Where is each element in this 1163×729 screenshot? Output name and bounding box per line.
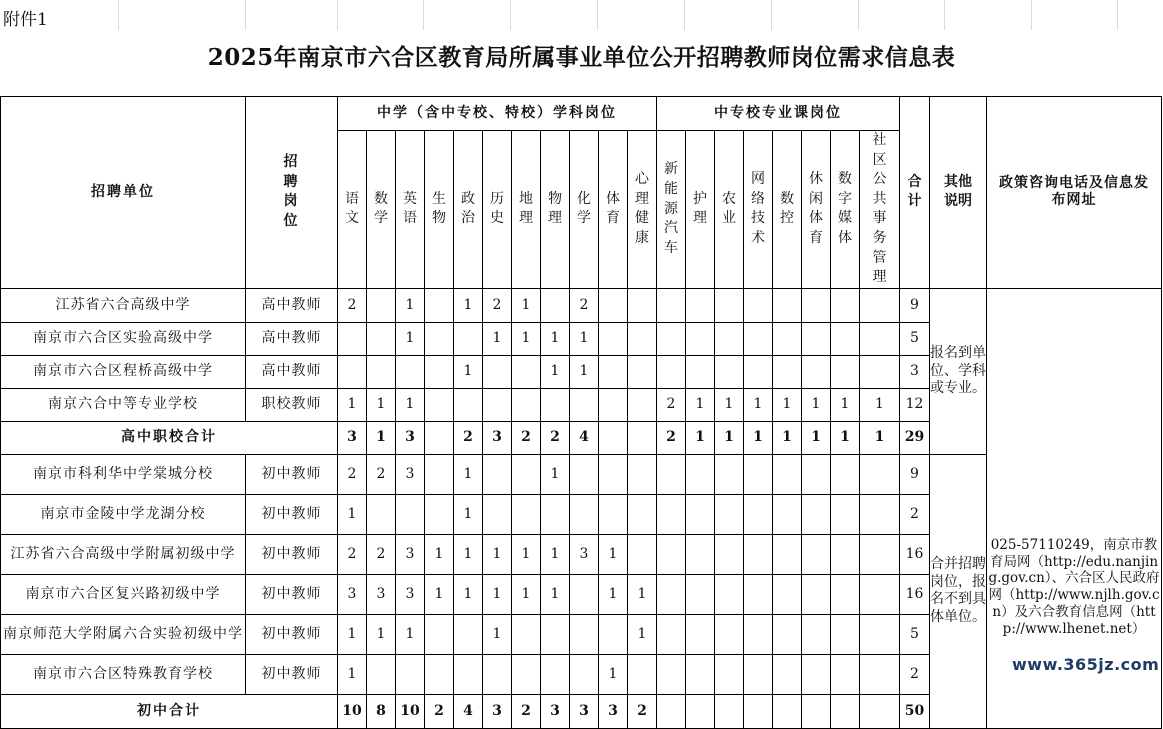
count-cell (744, 694, 773, 728)
count-cell (512, 454, 541, 494)
count-cell: 3 (483, 694, 512, 728)
count-cell: 10 (396, 694, 425, 728)
count-cell (744, 614, 773, 654)
count-cell (773, 694, 802, 728)
count-cell: 1 (367, 614, 396, 654)
count-cell: 3 (541, 694, 570, 728)
count-cell (860, 614, 900, 654)
count-cell (831, 322, 860, 355)
count-cell: 2 (367, 454, 396, 494)
count-cell: 1 (802, 421, 831, 454)
count-cell (657, 534, 686, 574)
count-cell (802, 494, 831, 534)
count-cell (628, 322, 657, 355)
count-cell (570, 494, 599, 534)
recruitment-table (0, 96, 1162, 729)
subject-header: 物理 (541, 131, 570, 289)
count-cell (773, 534, 802, 574)
count-cell (773, 494, 802, 534)
table-row (1, 288, 1162, 322)
count-cell: 1 (686, 421, 715, 454)
subject-header: 英语 (396, 131, 425, 289)
count-cell: 2 (454, 421, 483, 454)
count-cell (628, 534, 657, 574)
header-notes: 其他说明 (930, 97, 987, 289)
row-total: 29 (900, 421, 930, 454)
count-cell: 2 (657, 421, 686, 454)
count-cell: 3 (396, 574, 425, 614)
count-cell (802, 654, 831, 694)
count-cell: 2 (367, 534, 396, 574)
count-cell (628, 454, 657, 494)
count-cell (367, 322, 396, 355)
count-cell (396, 494, 425, 534)
count-cell (512, 654, 541, 694)
unit-name: 南京师范大学附属六合实验初级中学 (1, 614, 246, 654)
count-cell (657, 654, 686, 694)
count-cell (773, 355, 802, 388)
count-cell: 1 (396, 614, 425, 654)
count-cell: 1 (338, 388, 367, 421)
count-cell (744, 534, 773, 574)
count-cell: 1 (686, 388, 715, 421)
count-cell: 1 (367, 388, 396, 421)
count-cell (773, 454, 802, 494)
count-cell (483, 355, 512, 388)
count-cell (454, 322, 483, 355)
count-cell (686, 614, 715, 654)
position-name: 职校教师 (246, 388, 338, 421)
count-cell (541, 494, 570, 534)
count-cell: 1 (541, 322, 570, 355)
count-cell (802, 322, 831, 355)
count-cell (338, 355, 367, 388)
unit-name: 南京市六合区程桥高级中学 (1, 355, 246, 388)
count-cell: 1 (512, 534, 541, 574)
count-cell: 1 (454, 454, 483, 494)
count-cell: 3 (570, 534, 599, 574)
row-total: 2 (900, 654, 930, 694)
count-cell: 1 (628, 614, 657, 654)
count-cell (512, 614, 541, 654)
count-cell (773, 574, 802, 614)
count-cell (715, 694, 744, 728)
subject-header: 化学 (570, 131, 599, 289)
count-cell (744, 494, 773, 534)
count-cell: 3 (599, 694, 628, 728)
count-cell (628, 654, 657, 694)
count-cell (715, 494, 744, 534)
count-cell: 1 (831, 388, 860, 421)
count-cell (773, 654, 802, 694)
count-cell (425, 654, 454, 694)
count-cell (773, 322, 802, 355)
count-cell (425, 288, 454, 322)
position-name: 初中教师 (246, 614, 338, 654)
count-cell: 2 (512, 421, 541, 454)
unit-name: 南京市科利华中学棠城分校 (1, 454, 246, 494)
count-cell (860, 454, 900, 494)
count-cell (657, 355, 686, 388)
count-cell (657, 454, 686, 494)
note-high-school: 报名到单位、学科或专业。 (930, 288, 987, 454)
count-cell: 1 (367, 421, 396, 454)
count-cell (831, 534, 860, 574)
count-cell: 3 (338, 421, 367, 454)
subject-header: 新能源汽车 (657, 131, 686, 289)
subtotal-label: 初中合计 (1, 694, 338, 728)
count-cell: 2 (483, 288, 512, 322)
count-cell: 2 (541, 421, 570, 454)
count-cell (686, 454, 715, 494)
count-cell (628, 388, 657, 421)
count-cell (657, 322, 686, 355)
count-cell (715, 654, 744, 694)
count-cell (628, 494, 657, 534)
header-position: 招聘岗位 (246, 97, 338, 289)
count-cell: 1 (570, 355, 599, 388)
count-cell (686, 355, 715, 388)
count-cell: 1 (396, 388, 425, 421)
row-total: 16 (900, 574, 930, 614)
count-cell (831, 574, 860, 614)
count-cell (628, 288, 657, 322)
row-total: 5 (900, 322, 930, 355)
header-row-groups (1, 97, 1162, 131)
count-cell (860, 694, 900, 728)
count-cell (454, 614, 483, 654)
subject-header: 体育 (599, 131, 628, 289)
count-cell: 3 (483, 421, 512, 454)
count-cell: 1 (483, 574, 512, 614)
count-cell (831, 288, 860, 322)
count-cell (599, 355, 628, 388)
count-cell (483, 388, 512, 421)
page-title: 2025年南京市六合区教育局所属事业单位公开招聘教师岗位需求信息表 (207, 44, 956, 71)
count-cell: 1 (773, 388, 802, 421)
count-cell: 1 (338, 614, 367, 654)
count-cell (686, 288, 715, 322)
count-cell: 3 (396, 454, 425, 494)
row-total: 5 (900, 614, 930, 654)
count-cell (599, 322, 628, 355)
count-cell: 1 (454, 534, 483, 574)
count-cell: 1 (396, 288, 425, 322)
count-cell: 1 (744, 388, 773, 421)
count-cell (570, 614, 599, 654)
count-cell: 2 (425, 694, 454, 728)
count-cell (744, 454, 773, 494)
count-cell: 1 (570, 322, 599, 355)
count-cell: 1 (744, 421, 773, 454)
count-cell: 1 (541, 355, 570, 388)
position-name: 高中教师 (246, 288, 338, 322)
count-cell (367, 494, 396, 534)
unit-name: 南京市金陵中学龙湖分校 (1, 494, 246, 534)
count-cell (483, 454, 512, 494)
count-cell (599, 454, 628, 494)
position-name: 初中教师 (246, 654, 338, 694)
subject-header: 数学 (367, 131, 396, 289)
count-cell (686, 574, 715, 614)
count-cell (425, 355, 454, 388)
count-cell (860, 288, 900, 322)
count-cell: 1 (512, 574, 541, 614)
count-cell (715, 534, 744, 574)
subject-header: 农业 (715, 131, 744, 289)
position-name: 高中教师 (246, 322, 338, 355)
count-cell (599, 288, 628, 322)
count-cell (541, 654, 570, 694)
unit-name: 江苏省六合高级中学附属初级中学 (1, 534, 246, 574)
count-cell: 1 (802, 388, 831, 421)
position-name: 高中教师 (246, 355, 338, 388)
count-cell (396, 654, 425, 694)
count-cell: 1 (512, 288, 541, 322)
count-cell (686, 694, 715, 728)
count-cell (802, 694, 831, 728)
count-cell (599, 388, 628, 421)
subject-header: 语文 (338, 131, 367, 289)
count-cell (860, 494, 900, 534)
count-cell: 2 (657, 388, 686, 421)
count-cell: 3 (570, 694, 599, 728)
subject-header: 网络技术 (744, 131, 773, 289)
subject-header: 数字媒体 (831, 131, 860, 289)
contact-text: 025-57110249，南京市教育局网（http://edu.nanjing.gov.cn）、六合区人民政府网（http://www.njlh.gov.cn）及六合教育信息网（http://www.lhenet.net） (988, 536, 1160, 637)
count-cell (860, 534, 900, 574)
count-cell (657, 288, 686, 322)
count-cell (860, 322, 900, 355)
row-total: 50 (900, 694, 930, 728)
count-cell: 1 (715, 421, 744, 454)
count-cell (715, 322, 744, 355)
header-total: 合计 (900, 97, 930, 289)
count-cell (831, 355, 860, 388)
count-cell: 1 (715, 388, 744, 421)
row-total: 12 (900, 388, 930, 421)
count-cell: 1 (483, 534, 512, 574)
count-cell (512, 494, 541, 534)
subject-header: 历史 (483, 131, 512, 289)
row-total: 2 (900, 494, 930, 534)
attachment-label: 附件1 (3, 10, 48, 30)
count-cell (367, 654, 396, 694)
count-cell (657, 574, 686, 614)
count-cell: 1 (831, 421, 860, 454)
count-cell (425, 614, 454, 654)
row-total: 3 (900, 355, 930, 388)
position-name: 初中教师 (246, 574, 338, 614)
count-cell (338, 322, 367, 355)
count-cell: 1 (541, 454, 570, 494)
count-cell (657, 694, 686, 728)
count-cell (570, 654, 599, 694)
count-cell: 1 (512, 322, 541, 355)
position-name: 初中教师 (246, 534, 338, 574)
count-cell: 1 (454, 574, 483, 614)
count-cell (570, 574, 599, 614)
count-cell (831, 494, 860, 534)
subject-header: 地理 (512, 131, 541, 289)
count-cell (831, 614, 860, 654)
count-cell: 1 (454, 494, 483, 534)
count-cell (599, 614, 628, 654)
count-cell: 4 (454, 694, 483, 728)
note-junior-high: 合并招聘岗位，报名不到具体单位。 (930, 454, 987, 728)
count-cell (570, 388, 599, 421)
count-cell (367, 288, 396, 322)
position-name: 初中教师 (246, 454, 338, 494)
count-cell (483, 494, 512, 534)
count-cell (802, 288, 831, 322)
count-cell (541, 614, 570, 654)
count-cell: 3 (367, 574, 396, 614)
count-cell (860, 574, 900, 614)
count-cell (773, 288, 802, 322)
count-cell (802, 355, 831, 388)
count-cell (425, 322, 454, 355)
subject-header: 心理健康 (628, 131, 657, 289)
count-cell (744, 288, 773, 322)
count-cell: 2 (338, 534, 367, 574)
count-cell (802, 614, 831, 654)
count-cell (744, 355, 773, 388)
count-cell (628, 421, 657, 454)
count-cell (686, 322, 715, 355)
subtotal-label: 高中职校合计 (1, 421, 338, 454)
count-cell (686, 494, 715, 534)
row-total: 16 (900, 534, 930, 574)
count-cell (831, 694, 860, 728)
count-cell (715, 574, 744, 614)
count-cell (541, 388, 570, 421)
header-unit: 招聘单位 (1, 97, 246, 289)
header-contact: 政策咨询电话及信息发布网址 (987, 97, 1162, 289)
count-cell: 1 (338, 494, 367, 534)
count-cell (831, 654, 860, 694)
count-cell (599, 494, 628, 534)
count-cell: 1 (541, 534, 570, 574)
count-cell: 2 (512, 694, 541, 728)
count-cell (802, 454, 831, 494)
count-cell (628, 355, 657, 388)
count-cell (715, 355, 744, 388)
count-cell: 2 (628, 694, 657, 728)
count-cell: 3 (396, 421, 425, 454)
subject-header: 护理 (686, 131, 715, 289)
count-cell (599, 421, 628, 454)
count-cell (860, 654, 900, 694)
count-cell (715, 614, 744, 654)
unit-name: 南京市六合区复兴路初级中学 (1, 574, 246, 614)
count-cell: 1 (860, 421, 900, 454)
count-cell (744, 322, 773, 355)
subject-header: 生物 (425, 131, 454, 289)
row-total: 9 (900, 288, 930, 322)
count-cell (483, 654, 512, 694)
count-cell: 4 (570, 421, 599, 454)
count-cell (512, 388, 541, 421)
count-cell: 2 (338, 288, 367, 322)
count-cell (454, 388, 483, 421)
count-cell: 1 (483, 614, 512, 654)
count-cell (831, 454, 860, 494)
count-cell: 1 (599, 654, 628, 694)
count-cell (425, 421, 454, 454)
count-cell (512, 355, 541, 388)
count-cell: 1 (599, 534, 628, 574)
count-cell: 1 (599, 574, 628, 614)
count-cell: 1 (425, 574, 454, 614)
count-cell: 1 (338, 654, 367, 694)
count-cell: 2 (570, 288, 599, 322)
unit-name: 南京市六合区特殊教育学校 (1, 654, 246, 694)
count-cell (367, 355, 396, 388)
count-cell: 2 (338, 454, 367, 494)
count-cell: 1 (483, 322, 512, 355)
unit-name: 江苏省六合高级中学 (1, 288, 246, 322)
count-cell (570, 454, 599, 494)
count-cell (425, 494, 454, 534)
subject-header: 休闲体育 (802, 131, 831, 289)
row-total: 9 (900, 454, 930, 494)
count-cell (657, 614, 686, 654)
count-cell (657, 494, 686, 534)
count-cell: 10 (338, 694, 367, 728)
count-cell (715, 288, 744, 322)
count-cell: 1 (541, 574, 570, 614)
count-cell (773, 614, 802, 654)
count-cell: 1 (628, 574, 657, 614)
count-cell (454, 654, 483, 694)
count-cell (541, 288, 570, 322)
subject-header: 数控 (773, 131, 802, 289)
count-cell (425, 454, 454, 494)
count-cell: 1 (396, 322, 425, 355)
count-cell (686, 534, 715, 574)
count-cell: 1 (425, 534, 454, 574)
count-cell: 8 (367, 694, 396, 728)
subject-header: 政治 (454, 131, 483, 289)
count-cell: 1 (860, 388, 900, 421)
count-cell (802, 574, 831, 614)
count-cell (715, 454, 744, 494)
count-cell (396, 355, 425, 388)
count-cell: 1 (773, 421, 802, 454)
header-middle-school-group: 中学（含中专校、特校）学科岗位 (338, 97, 657, 131)
count-cell: 3 (396, 534, 425, 574)
count-cell: 1 (454, 355, 483, 388)
count-cell (744, 654, 773, 694)
count-cell (425, 388, 454, 421)
count-cell (686, 654, 715, 694)
watermark: www.365jz.com (1012, 655, 1160, 674)
count-cell (744, 574, 773, 614)
header-vocational-group: 中专校专业课岗位 (657, 97, 900, 131)
count-cell (802, 534, 831, 574)
unit-name: 南京市六合区实验高级中学 (1, 322, 246, 355)
unit-name: 南京六合中等专业学校 (1, 388, 246, 421)
count-cell: 1 (454, 288, 483, 322)
count-cell: 3 (338, 574, 367, 614)
subject-header: 社区公共事务管理 (860, 131, 900, 289)
position-name: 初中教师 (246, 494, 338, 534)
count-cell (860, 355, 900, 388)
